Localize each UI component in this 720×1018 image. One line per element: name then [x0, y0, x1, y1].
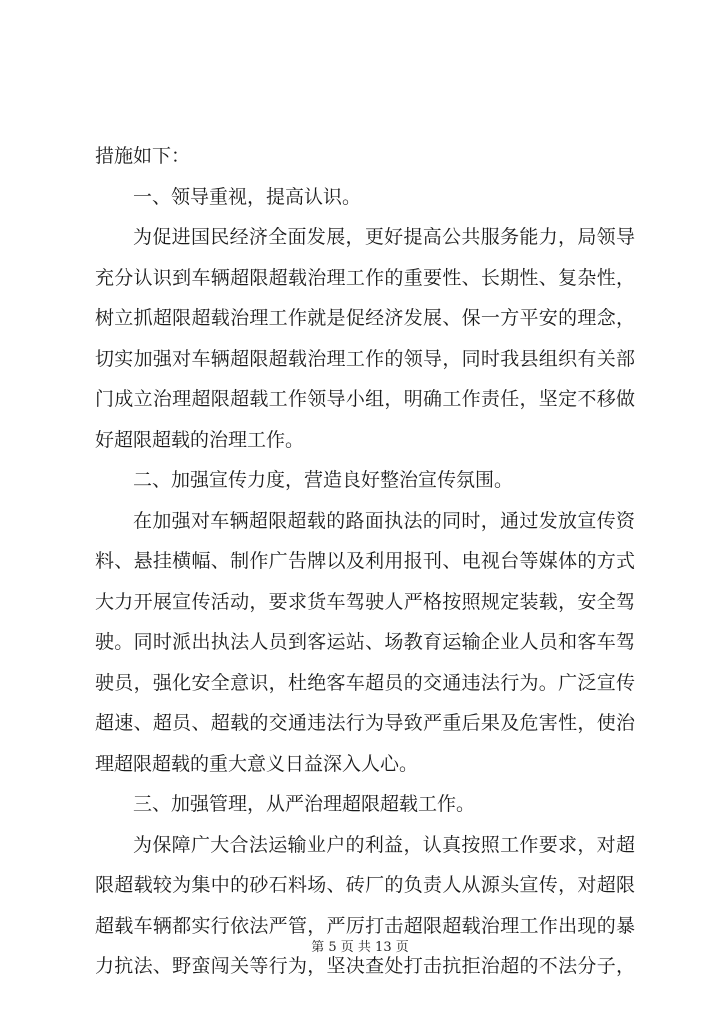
- text-line: 力抗法、野蛮闯关等行为，坚决查处打击抗拒治超的不法分子，: [95, 955, 635, 977]
- text-line: 大力开展宣传活动，要求货车驾驶人严格按照规定装载，安全驾: [95, 590, 635, 613]
- text-line: 超载车辆都实行依法严管，严厉打击超限超载治理工作出现的暴: [95, 914, 635, 937]
- text-line: 树立抓超限超载治理工作就是促经济发展、保一方平安的理念，: [95, 307, 635, 329]
- document-body: [95, 136, 635, 987]
- text-line: 措施如下：: [95, 145, 191, 167]
- text-line: 一、领导重视，提高认识。: [133, 185, 362, 208]
- page-footer: 第 5 页 共 13 页: [311, 940, 409, 955]
- text-line: 理超限超载的重大意义日益深入人心。: [95, 752, 419, 775]
- text-line: 切实加强对车辆超限超载治理工作的领导，同时我县组织有关部: [95, 347, 635, 370]
- text-line: 为保障广大合法运输业户的利益，认真按照工作要求，对超: [133, 833, 635, 856]
- text-line: 料、悬挂横幅、制作广告牌以及利用报刊、电视台等媒体的方式: [95, 550, 635, 572]
- text-line: 在加强对车辆超限超载的路面执法的同时，通过发放宣传资: [133, 509, 635, 532]
- text-line: 为促进国民经济全面发展，更好提高公共服务能力，局领导: [133, 226, 635, 248]
- text-line: 充分认识到车辆超限超载治理工作的重要性、长期性、复杂性，: [95, 266, 635, 289]
- text-line: 好超限超载的治理工作。: [95, 428, 305, 451]
- text-line: 超速、超员、超载的交通违法行为导致严重后果及危害性，使治: [95, 712, 635, 734]
- text-line: 驶员，强化安全意识，杜绝客车超员的交通违法行为。广泛宣传: [95, 671, 635, 694]
- text-line: 二、加强宣传力度，营造良好整治宣传氛围。: [133, 469, 514, 491]
- text-line: 三、加强管理，从严治理超限超载工作。: [133, 793, 476, 815]
- text-line: 限超载较为集中的砂石料场、砖厂的负责人从源头宣传，对超限: [95, 874, 635, 896]
- text-line: 驶。同时派出执法人员到客运站、场教育运输企业人员和客车驾: [95, 631, 635, 653]
- text-line: 门成立治理超限超载工作领导小组，明确工作责任，坚定不移做: [95, 388, 635, 410]
